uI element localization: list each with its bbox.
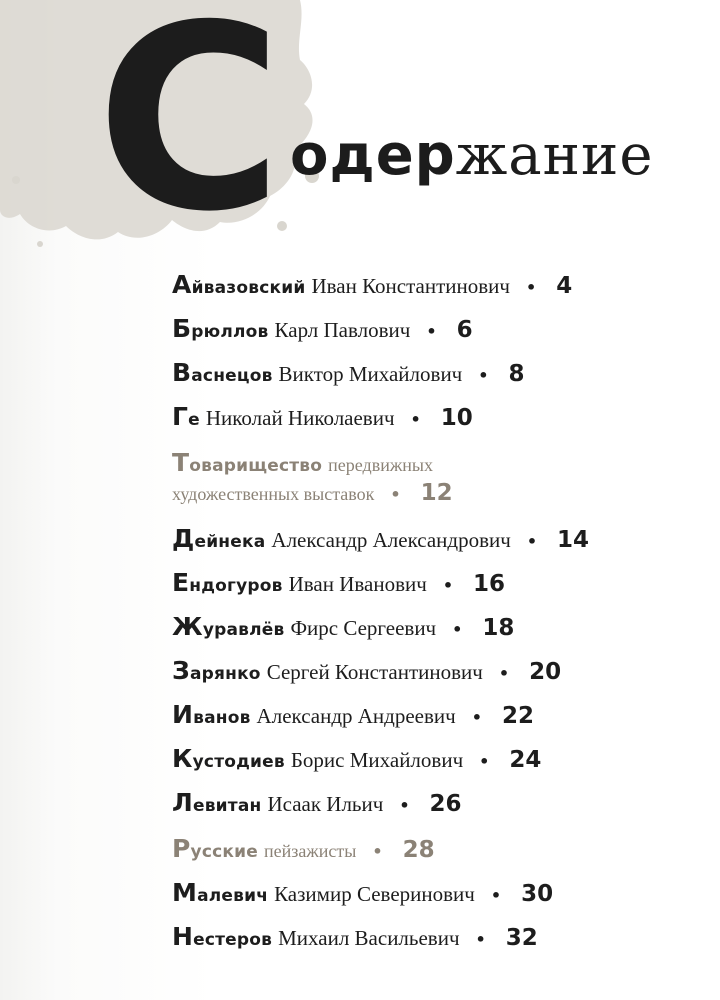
toc-surname <box>172 568 283 597</box>
toc-surname-rest: арянко <box>189 664 261 684</box>
toc-given-name: Карл Павлович <box>274 318 411 342</box>
toc-surname <box>172 270 305 299</box>
toc-page-number: 10 <box>440 405 473 431</box>
toc-surname <box>172 878 268 907</box>
toc-entry[interactable] <box>172 700 534 729</box>
toc-given-name: Сергей Константинович <box>266 660 483 684</box>
toc-given-name: пейзажисты <box>263 841 357 861</box>
toc-page-number: 24 <box>509 747 542 773</box>
toc-surname-initial: И <box>172 700 194 729</box>
toc-given-name: передвижных <box>328 455 433 475</box>
title-bold-part: одер <box>290 123 456 188</box>
toc-given-name: Казимир Северинович <box>274 882 475 906</box>
toc-entry-section-continuation[interactable] <box>172 480 453 506</box>
toc-entry[interactable] <box>172 524 589 553</box>
toc-separator: • <box>526 532 538 551</box>
toc-surname-rest: йвазовский <box>191 278 306 298</box>
toc-page-number: 6 <box>456 317 473 343</box>
toc-given-name: Виктор Михайлович <box>278 362 463 386</box>
toc-surname-rest: усские <box>190 842 258 862</box>
toc-entry[interactable] <box>172 358 525 387</box>
toc-surname-initial: Ж <box>172 612 203 641</box>
toc-surname <box>172 448 322 477</box>
toc-surname-rest: ейнека <box>194 532 266 552</box>
toc-page-number: 16 <box>473 571 506 597</box>
toc-page-number: 14 <box>557 527 590 553</box>
toc-surname-initial: М <box>172 878 198 907</box>
toc-surname-initial: А <box>172 270 192 299</box>
toc-page-number: 4 <box>556 273 573 299</box>
toc-surname <box>172 834 258 863</box>
toc-entry[interactable] <box>172 402 473 431</box>
toc-surname-rest: рюллов <box>191 322 269 342</box>
toc-separator: • <box>452 620 463 639</box>
toc-surname-rest: ндогуров <box>189 576 283 596</box>
toc-separator: • <box>399 796 410 815</box>
toc-entry[interactable] <box>172 568 505 597</box>
toc-surname-rest: естеров <box>193 930 273 950</box>
toc-surname-initial: Б <box>172 314 192 343</box>
toc-surname-initial: Р <box>172 834 191 863</box>
toc-page-number: 28 <box>402 837 435 863</box>
title-initial: С <box>96 0 280 268</box>
toc-surname-initial: З <box>172 656 190 685</box>
toc-surname <box>172 656 261 685</box>
toc-separator: • <box>426 322 437 341</box>
toc-given-name-line2: художественных выставок <box>172 484 375 504</box>
toc-surname-rest: уравлёв <box>202 620 285 640</box>
toc-separator: • <box>479 752 490 771</box>
toc-separator: • <box>475 930 486 949</box>
toc-surname-rest: устодиев <box>192 752 285 772</box>
toc-surname <box>172 402 200 431</box>
toc-surname-rest: алевич <box>197 886 269 906</box>
toc-entry[interactable] <box>172 788 462 817</box>
toc-surname <box>172 612 284 641</box>
toc-entry-section[interactable] <box>172 448 433 477</box>
toc-page-number: 18 <box>482 615 515 641</box>
toc-separator: • <box>471 708 482 727</box>
toc-entry[interactable] <box>172 314 473 343</box>
toc-page-number: 20 <box>529 659 562 685</box>
toc-entry[interactable] <box>172 878 553 907</box>
toc-page-number: 12 <box>420 480 453 506</box>
toc-entry[interactable] <box>172 270 572 299</box>
toc-entry[interactable] <box>172 656 561 685</box>
toc-given-name: Александр Андреевич <box>256 704 456 728</box>
toc-given-name: Александр Александрович <box>271 528 511 552</box>
toc-given-name: Николай Николаевич <box>205 406 395 430</box>
toc-given-name: Фирс Сергеевич <box>290 616 437 640</box>
toc-separator: • <box>372 842 383 861</box>
toc-separator: • <box>442 576 454 595</box>
toc-entry-section[interactable] <box>172 834 435 863</box>
toc-separator: • <box>498 664 510 683</box>
toc-surname <box>172 788 261 817</box>
toc-surname-rest: евитан <box>192 796 262 816</box>
toc-entry[interactable] <box>172 612 514 641</box>
toc-surname-initial: Е <box>172 568 190 597</box>
title-regular-part: жание <box>455 123 654 188</box>
toc-surname-initial: Т <box>172 448 190 477</box>
toc-surname <box>172 524 265 553</box>
toc-surname-rest: оварищество <box>189 456 323 476</box>
toc-separator: • <box>410 410 421 429</box>
toc-given-name: Михаил Васильевич <box>278 926 460 950</box>
toc-surname <box>172 314 269 343</box>
toc-page-number: 30 <box>521 881 554 907</box>
toc-surname-initial: В <box>172 358 192 387</box>
toc-separator: • <box>525 278 537 297</box>
toc-page-number: 32 <box>505 925 538 951</box>
toc-separator: • <box>490 886 502 905</box>
toc-page-number: 8 <box>508 361 525 387</box>
toc-given-name: Борис Михайлович <box>290 748 464 772</box>
toc-separator: • <box>478 366 489 385</box>
toc-entry[interactable] <box>172 922 538 951</box>
toc-surname-initial: К <box>172 744 193 773</box>
toc-surname-initial: Н <box>172 922 194 951</box>
toc-surname <box>172 744 285 773</box>
toc-page-number: 26 <box>429 791 462 817</box>
toc-given-name: Исаак Ильич <box>267 792 384 816</box>
toc-surname-rest: ванов <box>193 708 251 728</box>
toc-surname <box>172 700 251 729</box>
toc-surname-initial: Л <box>172 788 193 817</box>
toc-surname-rest: е <box>188 410 200 430</box>
toc-surname <box>172 922 272 951</box>
toc-given-name: Иван Константинович <box>311 274 510 298</box>
toc-surname-initial: Д <box>172 524 195 553</box>
toc-page-number: 22 <box>501 703 534 729</box>
toc-given-name: Иван Иванович <box>288 572 427 596</box>
toc-entry[interactable] <box>172 744 541 773</box>
toc-surname-initial: Г <box>172 402 189 431</box>
toc-separator: • <box>390 485 401 504</box>
toc-surname <box>172 358 273 387</box>
toc-surname-rest: аснецов <box>191 366 273 386</box>
